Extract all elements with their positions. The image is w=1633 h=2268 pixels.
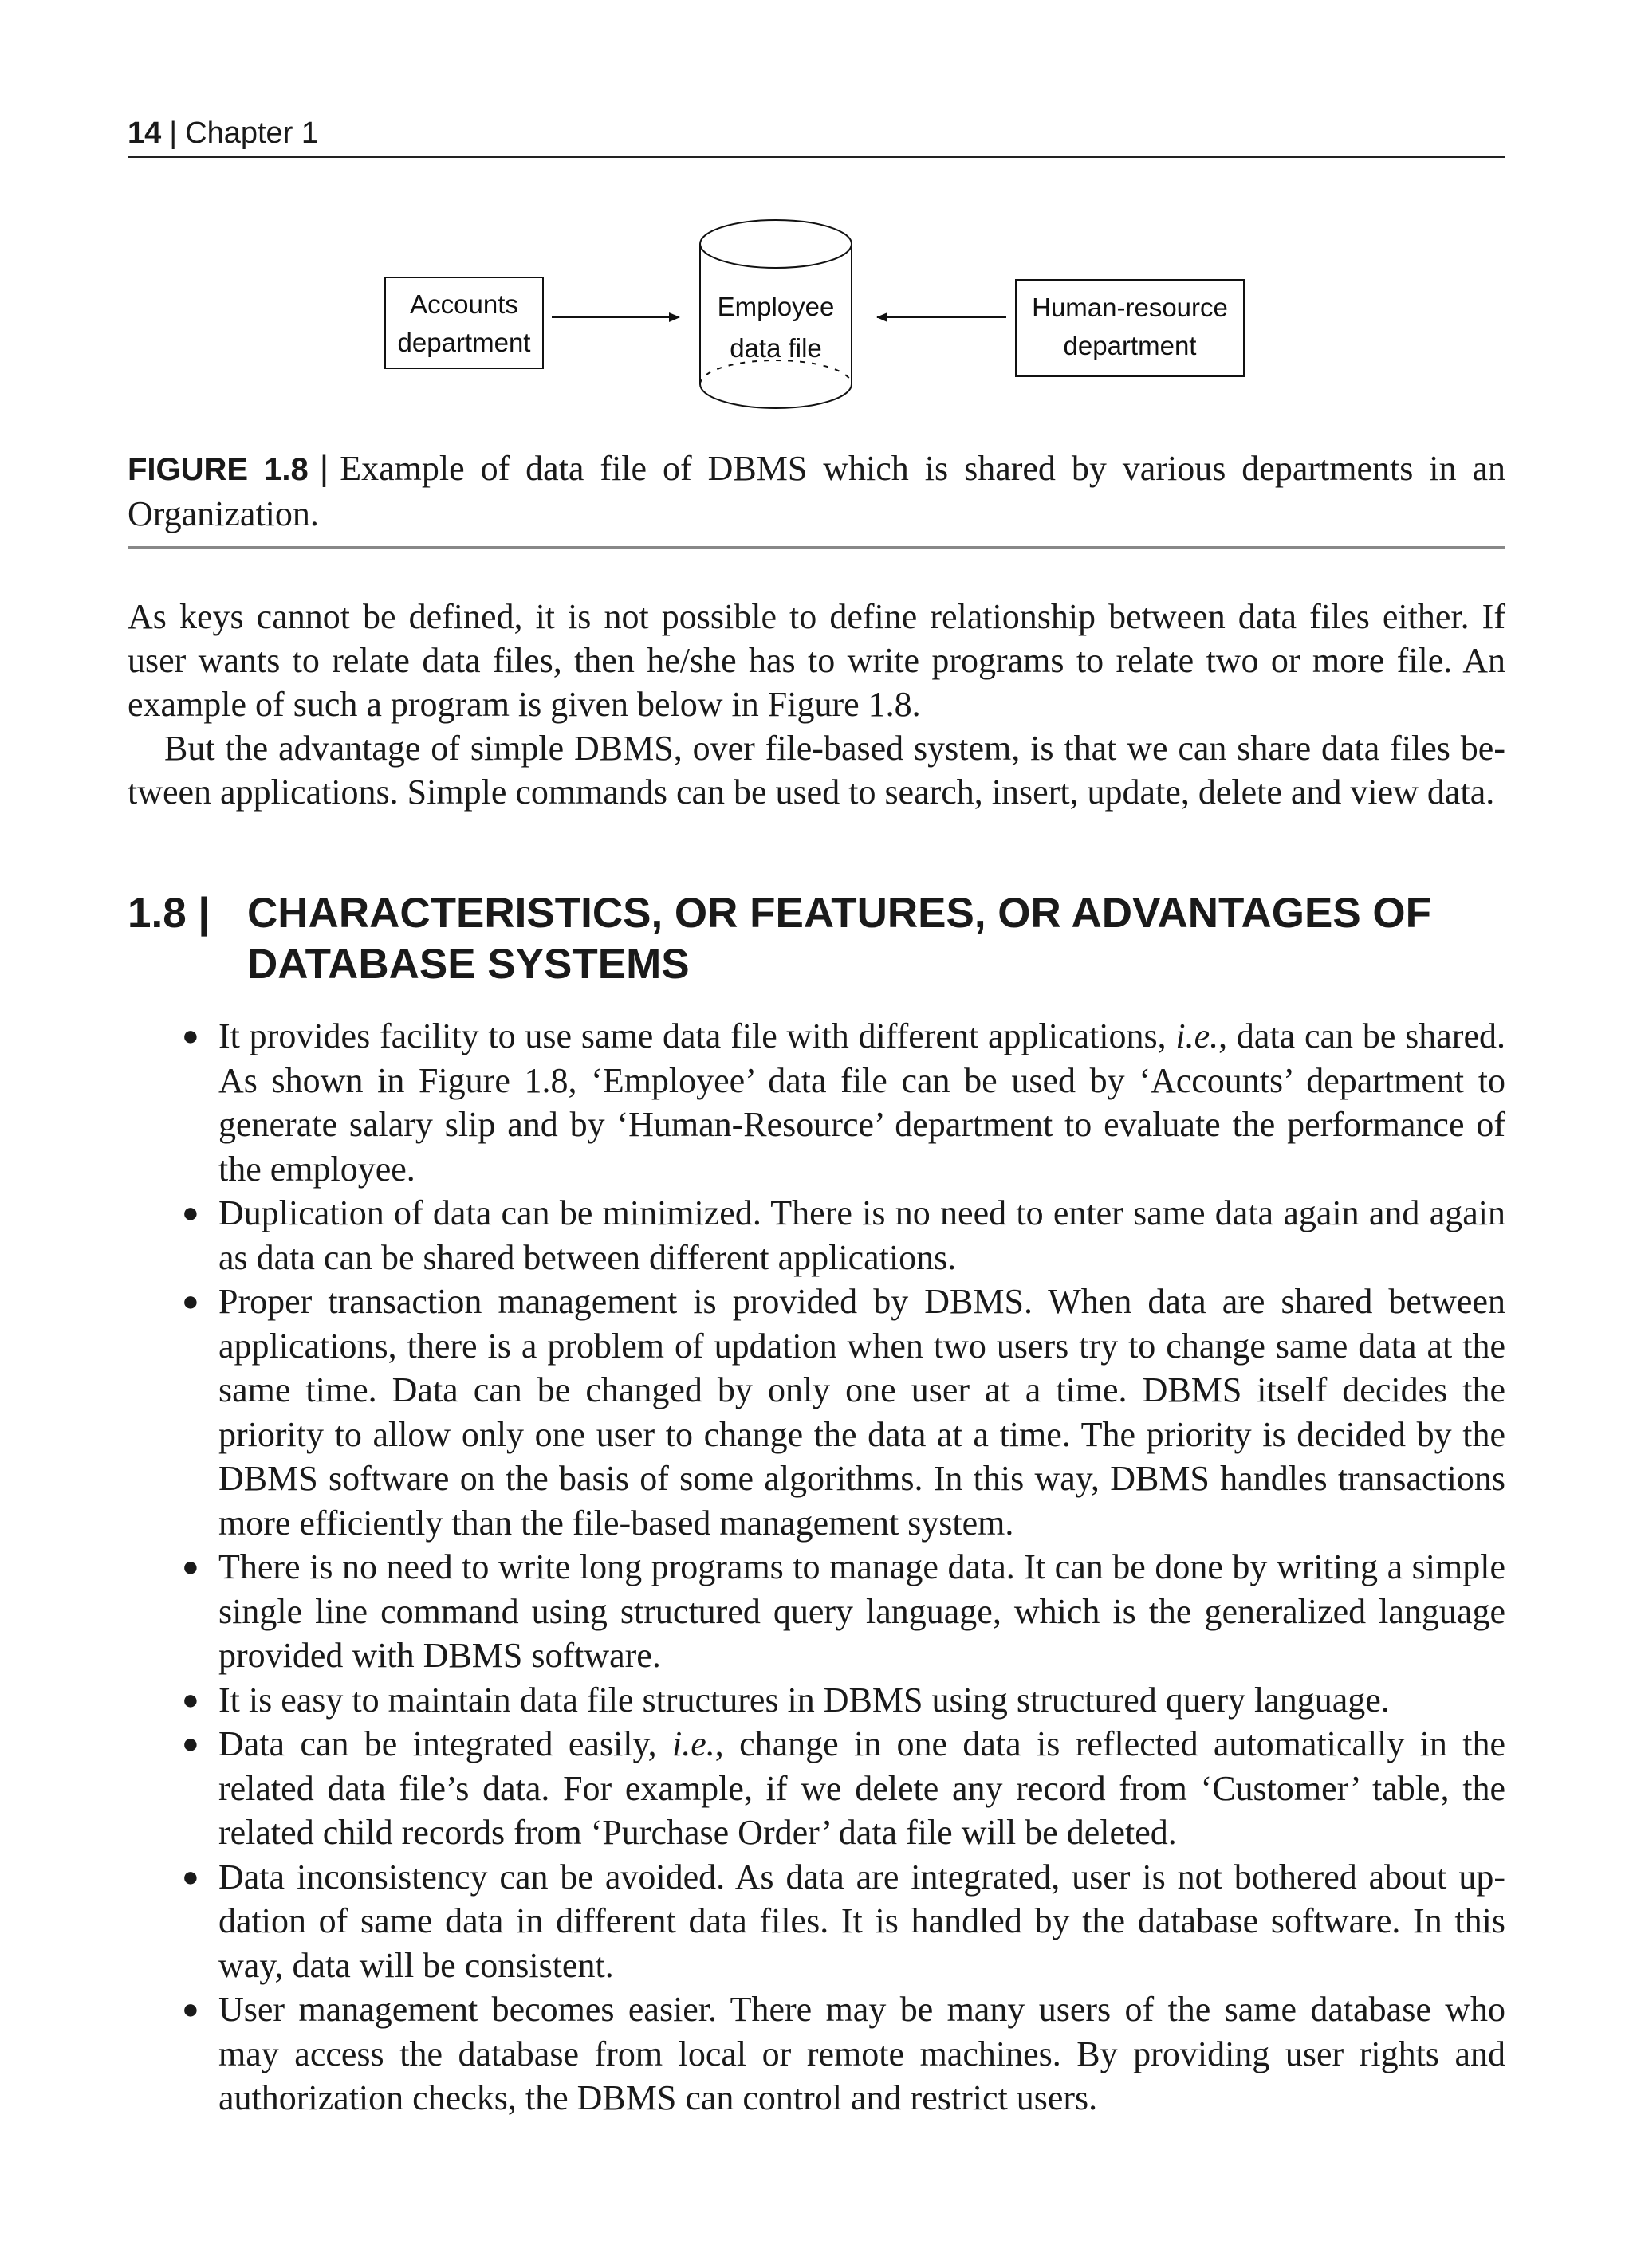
bullet-icon: ● — [182, 1993, 199, 2025]
list-item: ● There is no need to write long programs to manage data. It can be done by writing a simple single line command using structured query language, which is the generalized language provided with DBMS software. — [182, 1545, 1505, 1678]
bullet-icon: ● — [182, 1860, 199, 1893]
caption-separator: | — [319, 449, 329, 488]
list-item: ● It is easy to maintain data file structures in DBMS using structured query language. — [182, 1678, 1505, 1723]
body-text — [128, 595, 1505, 814]
hr-box-line-2: department — [1063, 331, 1197, 360]
figure-number: FIGURE 1.8 — [128, 452, 309, 487]
section-heading — [128, 888, 1505, 990]
list-item: ● Proper transaction management is provided by DBMS. When data are shared between applications, there is a problem of updation when two users try to change same data at the same time. Data can be changed by only one user at a time. DBMS itself decides the priority to allow only one user to change the data at a time. The priority is decided by the DBMS software on the basis of some algorithms. In this way, DBMS handles transactions more efficiently than the file-based management system. — [182, 1279, 1505, 1545]
accounts-box-line-1: Accounts — [410, 289, 518, 319]
running-head — [128, 116, 1505, 158]
list-item: ● User management becomes easier. There may be many users of the same database who may access the database from local or remote machines. By providing user rights and authorization checks, the DBMS can control and restrict users. — [182, 1987, 1505, 2121]
employee-box-line-1: Employee — [717, 292, 835, 321]
figure-diagram — [128, 215, 1505, 438]
section-number: 1.8 | — [128, 890, 211, 937]
bullet-icon: ● — [182, 1683, 199, 1716]
page-number: 14 — [128, 116, 162, 150]
list-item: ● Duplication of data can be minimized. There is no need to enter same data again and again as data can be shared between different applications. — [182, 1191, 1505, 1279]
figure-1-8 — [128, 215, 1505, 438]
hr-box-line-1: Human-resource — [1032, 293, 1228, 322]
hr-department-box — [1016, 280, 1244, 376]
list-item: ● Data can be integrated easily, i.e., change in one data is reflected automatically in the related data file’s data. For example, if we delete any record from ‘Customer’ table, the related child records from ‘Purchase Order’ data file will be deleted. — [182, 1722, 1505, 1855]
list-item: ● Data inconsistency can be avoided. As data are integrated, user is not bothered about updation of same data in different data files. It is handled by the database software. In this way, data will be consistent. — [182, 1855, 1505, 1988]
paragraph-2: But the advantage of simple DBMS, over file-based system, is that we can share data files between applications. Simple commands can be used to search, insert, update, delete and view data. — [128, 729, 1505, 812]
paragraph-1: As keys cannot be defined, it is not possible to define relationship between data files either. If user wants to relate data files, then he/she has to write programs to relate two or more file. An example of such a program is given below in Figure 1.8. — [128, 597, 1505, 724]
section-title: CHARACTERISTICS, OR FEATURES, OR ADVANTAGES OF DATABASE SYSTEMS — [247, 890, 1432, 988]
bullet-icon: ● — [182, 1285, 199, 1317]
employee-data-file-cylinder — [700, 220, 852, 408]
advantages-list — [182, 1014, 1505, 2121]
accounts-department-box — [385, 277, 543, 368]
caption-text: Example of data file of DBMS which is shared by various departments in an Organization. — [128, 449, 1505, 533]
bullet-icon: ● — [182, 1020, 199, 1051]
bullet-icon: ● — [182, 1197, 199, 1228]
chapter-label: Chapter 1 — [185, 116, 319, 150]
bullet-icon: ● — [182, 1551, 199, 1582]
figure-caption — [128, 446, 1505, 549]
bullet-icon: ● — [182, 1728, 199, 1759]
employee-box-line-2: data file — [730, 333, 822, 363]
accounts-box-line-2: department — [397, 328, 531, 357]
running-head-separator: | — [169, 116, 178, 150]
list-item: ● It provides facility to use same data file with different applications, i.e., data can be shared. As shown in Figure 1.8, ‘Employee’ data file can be used by ‘Accounts’ department to generate salary slip and by ‘Human-Resource’ department to evaluate the performance of the employee. — [182, 1014, 1505, 1191]
